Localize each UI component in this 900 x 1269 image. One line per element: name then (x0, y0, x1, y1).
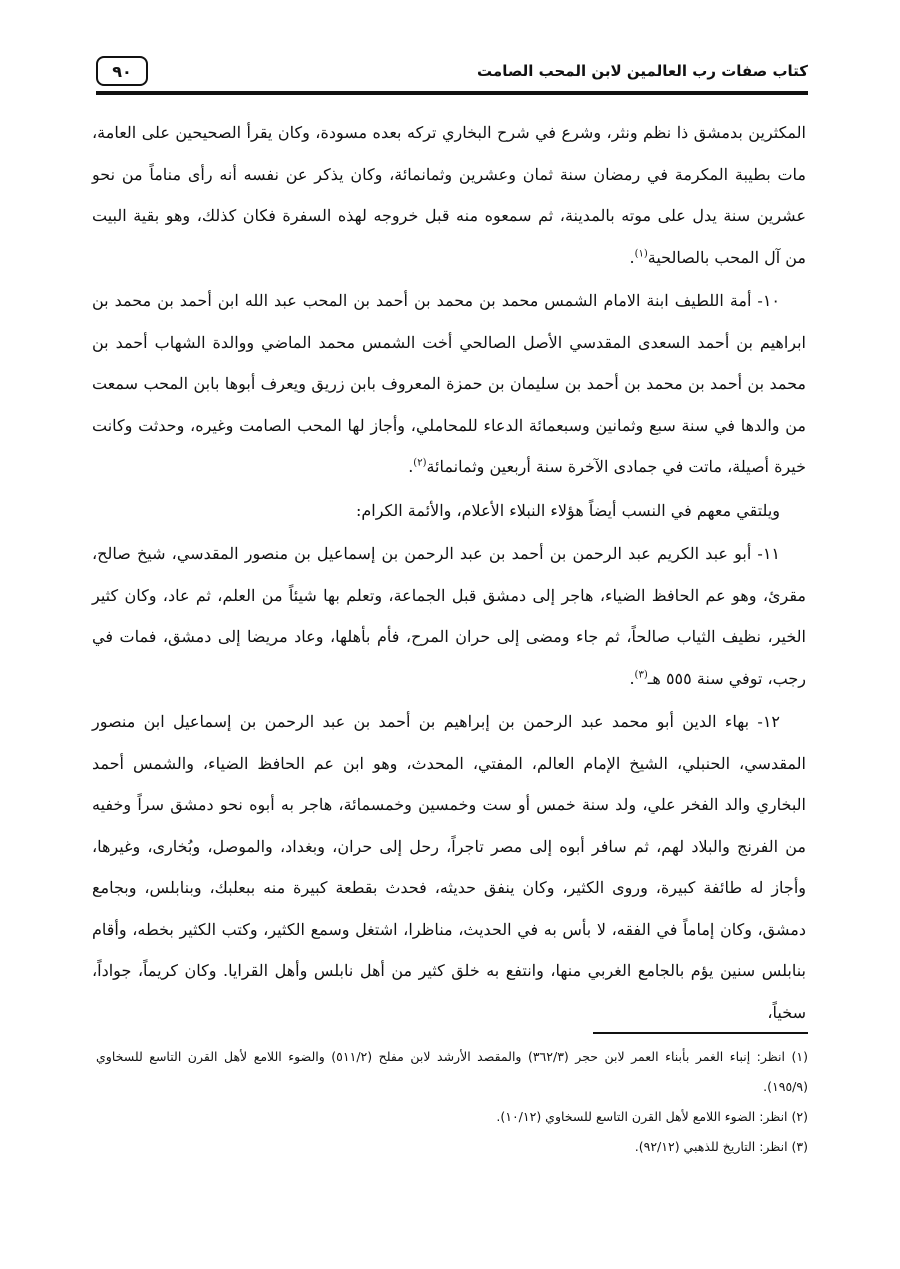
footnote-ref-2: (٢) (413, 457, 427, 469)
paragraph-text: ١٠- أمة اللطيف ابنة الامام الشمس محمد بن محمد بن أحمد بن المحب عبد الله ابن أحمد بن محمد بن ابراهيم بن أحمد السعدى المقدسي الأصل الصالحي أخت الشمس محمد الماضي ووالدة الشهاب أحمد بن محمد بن أحمد بن محمد بن أحمد بن سليمان بن حمزة المعروف بابن زريق ويعرف أبوها بابن المحب سمعت من والدها في سنة سبع وثمانين وسبعمائة الدعاء للمحاملي، وأجاز لها المحب الصامت وغيره، وحدثت وكانت خيرة أصيلة، ماتت في جمادى الآخرة سنة أربعين وثمانمائة (92, 291, 806, 476)
paragraph-entry-11: ١١- أبو عبد الكريم عبد الرحمن بن أحمد بن عبد الرحمن بن إسماعيل بن منصور المقدسي، شيخ صالح، مقرئ، وهو عم الحافظ الضياء، هاجر إلى دمشق قبل الجماعة، وتعلم بها شيئاً من العلم، ثم عاد، وكان كثير الخير، نظيف الثياب صالحاً، ثم جاء ومضى إلى حران المرح، فأم بأهلها، وعاد مريضا إلى دمشق، فمات في رجب، توفي سنة ٥٥٥ هـ$^{(٣)}$. (92, 544, 807, 688)
paragraph-entry-10: ١٠- أمة اللطيف ابنة الامام الشمس محمد بن محمد بن أحمد بن المحب عبد الله ابن أحمد بن محمد بن ابراهيم بن أحمد السعدى المقدسي الأصل الصالحي أخت الشمس محمد الماضي ووالدة الشهاب أحمد بن محمد بن أحمد بن محمد بن أحمد بن سليمان بن حمزة المعروف بابن زريق ويعرف أبوها بابن المحب سمعت من والدها في سنة سبع وثمانين وسبعمائة الدعاء للمحاملي، وأجاز لها المحب الصامت وغيره، وحدثت وكانت خيرة أصيلة، ماتت في جمادى الآخرة سنة أربعين وثمانمائة$^{(٢)}$. (92, 291, 806, 476)
footnote-1: (١) انظر: إنباء الغمر بأبناء العمر لابن حجر (٣٦٢/٣) والمقصد الأرشد لابن مفلح (٥١١/٢) والضوء اللامع لأهل القرن التاسع للسخاوي (١٩٥/٩). (96, 1049, 808, 1094)
footnote-2: (٢) انظر: الضوء اللامع لأهل القرن التاسع للسخاوي (١٠/١٢). (496, 1109, 808, 1124)
footnote-separator (593, 1032, 808, 1034)
paragraph-continuation: المكثرين بدمشق ذا نظم ونثر، وشرع في شرح البخاري تركه بعده مسودة، وكان يقرأ الصحيحين على العامة، مات بطيبة المكرمة في رمضان سنة ثمان وعشرين وثمانمائة، وكان يذكر عن نفسه أنه رأى مناماً من نحو عشرين سنة يدل على موته بالمدينة، ثم سمعوه منه قبل خروجه لهذه السفرة فكان كذلك، وهو بقية البيت من آل المحب بالصالحية$^{(١)}$. (92, 123, 806, 267)
page-number: ٩٠ (96, 56, 148, 86)
footnote-ref-1: (١) (634, 248, 648, 260)
header-rule (96, 91, 808, 95)
footnote-3: (٣) انظر: التاريخ للذهبي (٩٢/١٢). (634, 1139, 808, 1154)
paragraph-entry-12: ١٢- بهاء الدين أبو محمد عبد الرحمن بن إبراهيم بن أحمد بن عبد الرحمن بن إسماعيل ابن منصور المقدسي، الحنبلي، الشيخ الإمام العالم، المفتي، المحدث، وهو ابن عم الحافظ الضياء، والشمس أحمد البخاري والد الفخر علي، ولد سنة خمس أو ست وخمسين وخمسمائة، هاجر به أبوه نحو دمشق سراً وخفيه من الفرنج والبلاد لهم، ثم سافر أبوه إلى مصر تاجراً، رحل إلى حران، وبغداد، والموصل، وبُخارى، وغيرها، وأجاز له طائفة كبيرة، وروى الكثير، وكان ينفق حديثه، فحدث بقطعة كبيرة منه ببعلبك، وبنابلس، وبجامع دمشق، وكان إماماً في الفقه، لا بأس به في الحديث، مناظرا، اشتغل وسمع الكثير، وكتب الكثير بخطه، وأقام بنابلس سنين يؤم بالجامع الغربي منها، وانتفع به خلق كثير من أهل نابلس وأهل القرايا. وكان كريماً، جواداً، سخياً، (92, 712, 807, 1022)
paragraph-text: المكثرين بدمشق ذا نظم ونثر، وشرع في شرح البخاري تركه بعده مسودة، وكان يقرأ الصحيحين على العامة، مات بطيبة المكرمة في رمضان سنة ثمان وعشرين وثمانمائة، وكان يذكر عن نفسه أنه رأى مناماً من نحو عشرين سنة يدل على موته بالمدينة، ثم سمعوه منه قبل خروجه لهذه السفرة فكان كذلك، وهو بقية البيت من آل المحب بالصالحية (92, 123, 806, 267)
footnote-ref-3: (٣) (634, 669, 648, 681)
paragraph-text: ١١- أبو عبد الكريم عبد الرحمن بن أحمد بن عبد الرحمن بن إسماعيل بن منصور المقدسي، شيخ صالح، مقرئ، وهو عم الحافظ الضياء، هاجر إلى دمشق قبل الجماعة، وتعلم بها شيئاً من العلم، ثم عاد، وكان كثير الخير، نظيف الثياب صالحاً، ثم جاء ومضى إلى حران المرح، فأم بأهلها، وعاد مريضا إلى دمشق، فمات في رجب، توفي سنة ٥٥٥ هـ (92, 544, 807, 688)
running-header-title: كتاب صفات رب العالمين لابن المحب الصامت (477, 62, 808, 80)
footnotes (96, 1042, 808, 1162)
paragraph-intro: ويلتقي معهم في النسب أيضاً هؤلاء النبلاء الأعلام، والأئمة الكرام: (355, 500, 780, 520)
main-text (92, 112, 806, 1035)
